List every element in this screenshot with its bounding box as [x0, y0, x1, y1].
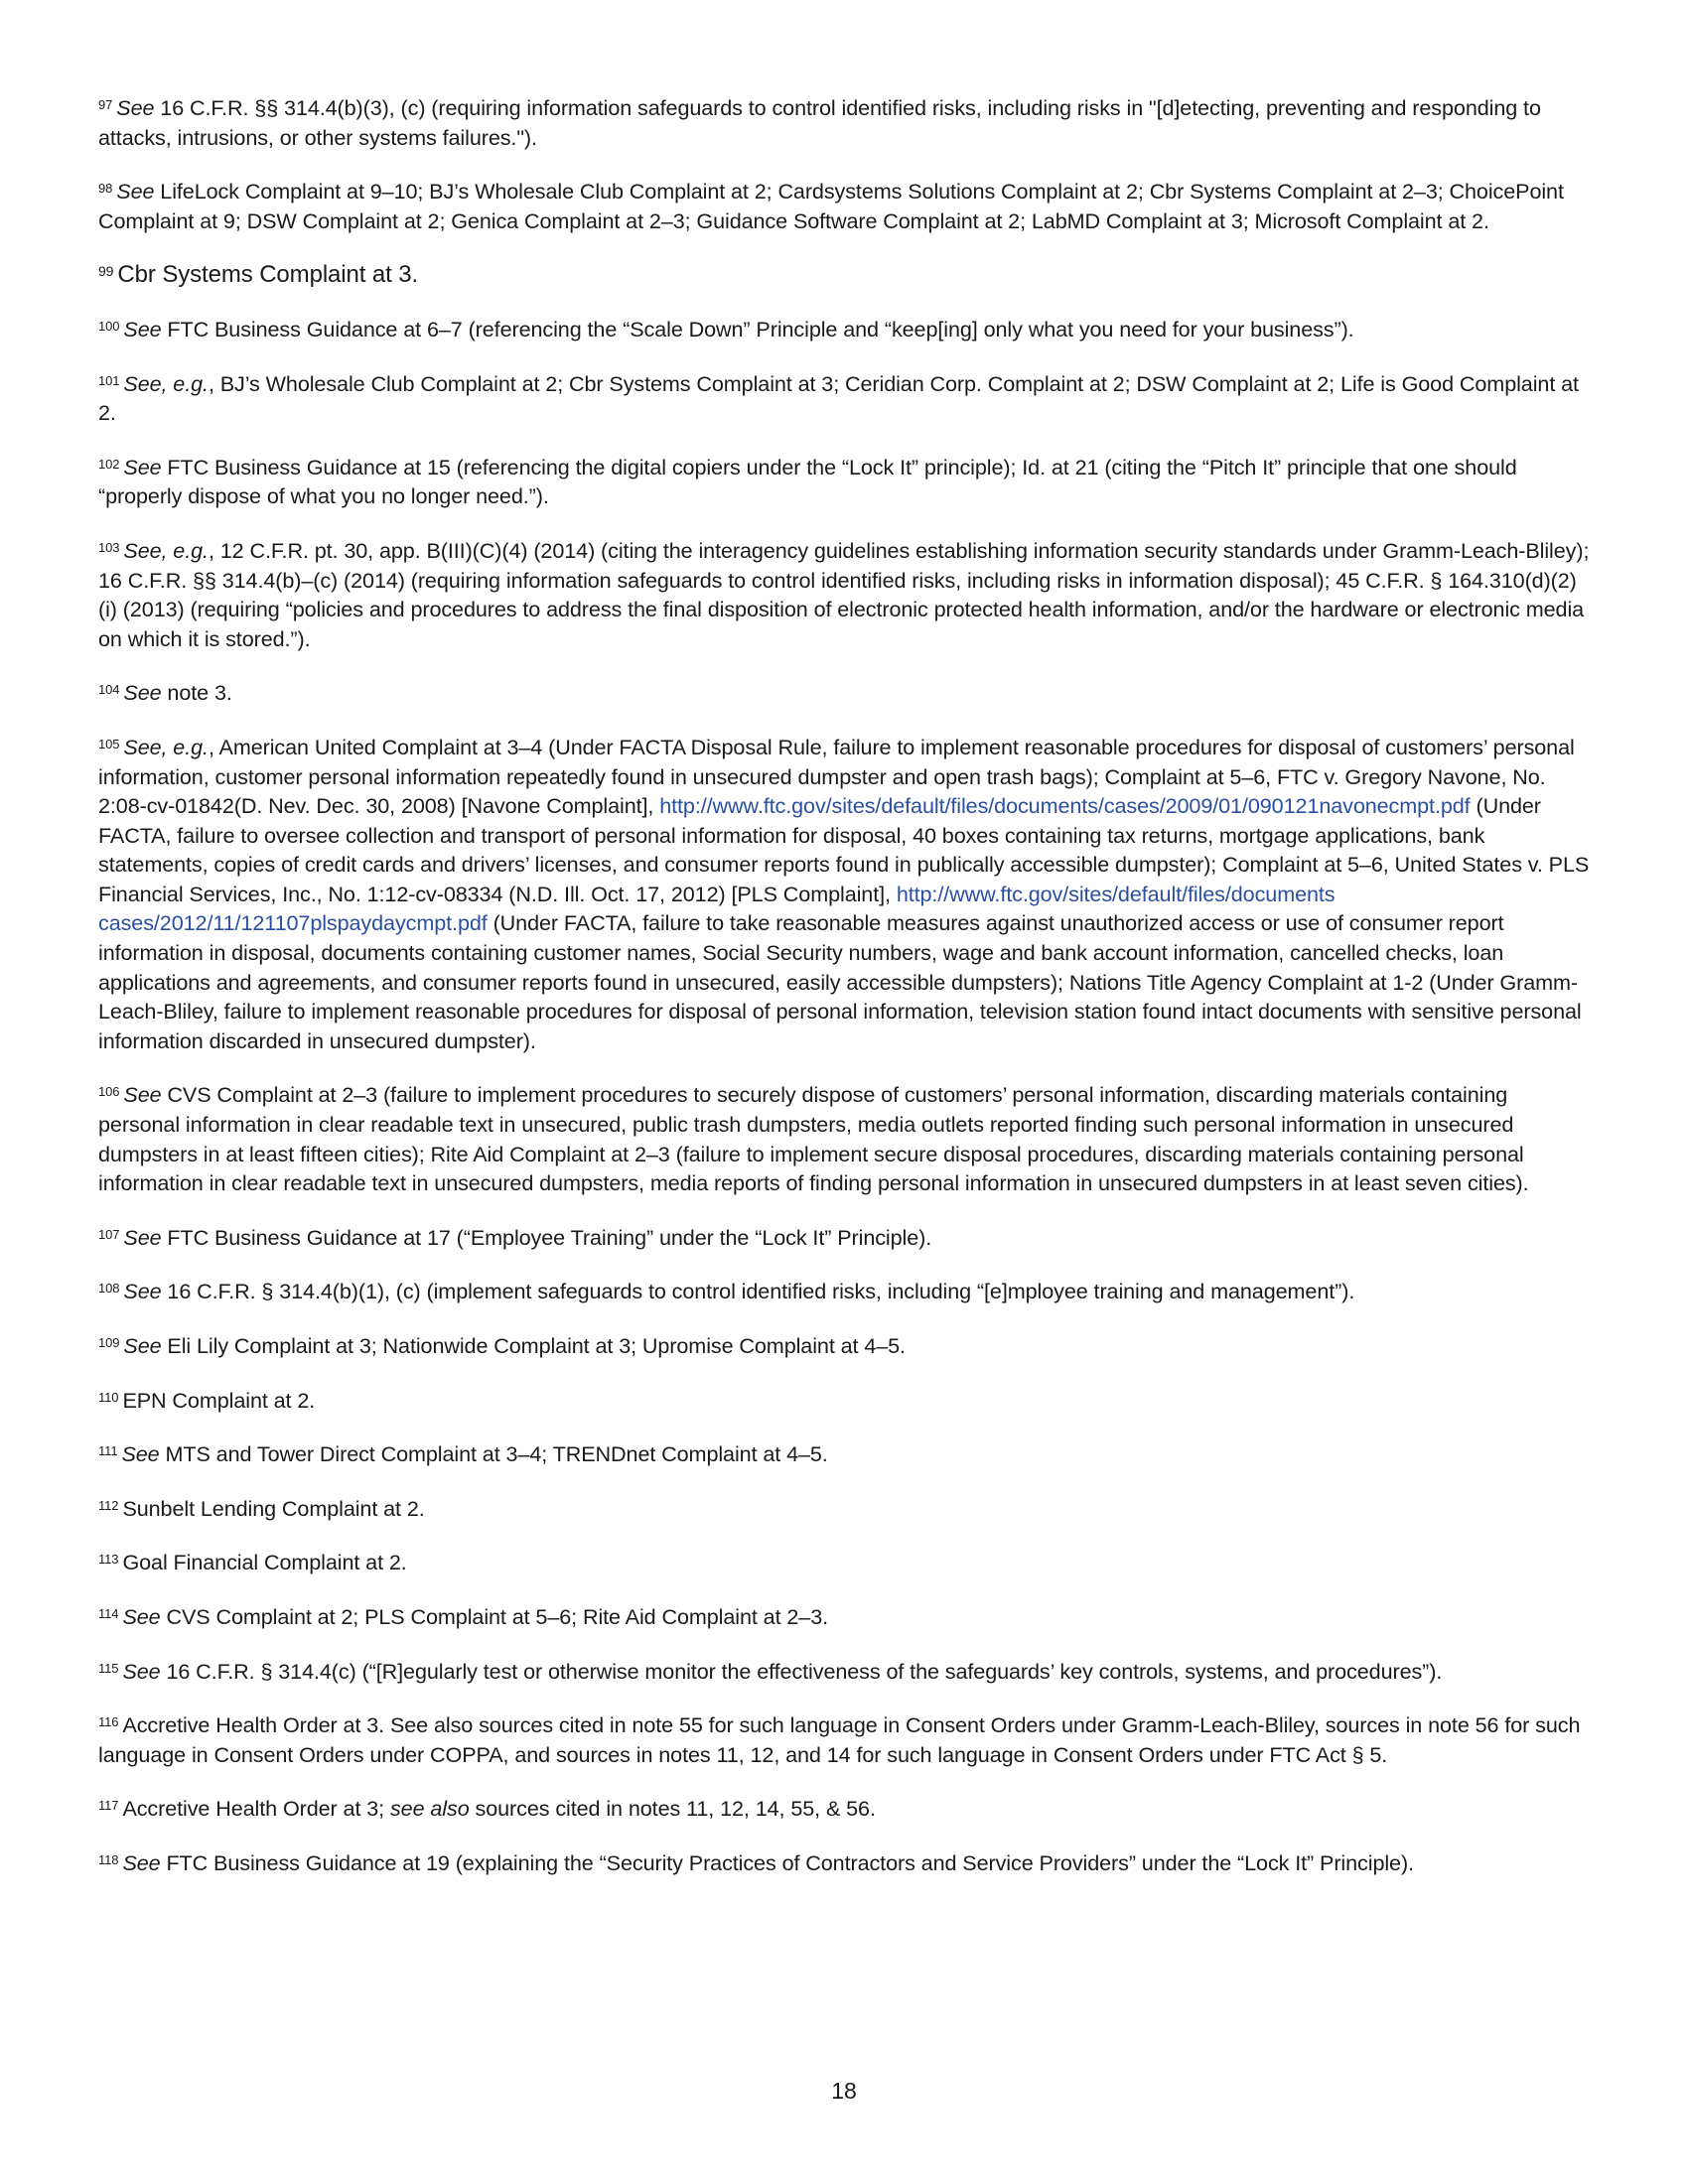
- footnote-108: [98, 1274, 1593, 1306]
- signal-text: See, e.g.: [123, 734, 209, 759]
- footnote-number: 115: [98, 1660, 119, 1676]
- footnote-number: 117: [98, 1798, 119, 1814]
- signal-text: See: [123, 680, 162, 706]
- footnote-97: [98, 90, 1593, 152]
- footnote-number: 116: [98, 1714, 119, 1730]
- footnote-112: [98, 1491, 1593, 1524]
- footnote-116: [98, 1707, 1593, 1769]
- footnote-107: [98, 1220, 1593, 1253]
- signal-text: See: [122, 1658, 161, 1684]
- footnote-110: [98, 1383, 1593, 1416]
- footnote-102: [98, 450, 1593, 511]
- footnote-113: [98, 1545, 1593, 1577]
- signal-text: See: [122, 1849, 161, 1875]
- footnote-text: FTC Business Guidance at 6–7 (referencing the “Scale Down” Principle and “keep[ing] only what you need for your business”).: [161, 316, 1354, 341]
- footnote-text: FTC Business Guidance at 15 (referencing the digital copiers under the “Lock It” principle); Id. at 21 (citing the “Pitch It” principle that one should “properly dispose of what you no longer need.”).: [98, 454, 1517, 509]
- footnote-text: , American United Complaint at 3–4 (Under FACTA Disposal Rule, failure to implement reasonable procedures for disposal of customers’ personal information, customer personal information repeatedly found in unsecured dumpster and open trash bags); Complaint at 5–6, FTC v. Gregory Navone, No. 2:08-cv-01842(D. Nev. Dec. 30, 2008) [Navone Complaint],: [98, 734, 1575, 819]
- footnote-text: Sunbelt Lending Complaint at 2.: [122, 1495, 425, 1521]
- footnote-text: sources cited in notes 11, 12, 14, 55, & 56.: [469, 1796, 876, 1822]
- footnote-101: [98, 366, 1593, 428]
- footnote-text: Eli Lily Complaint at 3; Nationwide Complaint at 3; Upromise Complaint at 4–5.: [161, 1333, 906, 1358]
- footnote-number: 102: [98, 456, 120, 472]
- footnote-number: 112: [98, 1497, 119, 1513]
- footnote-link[interactable]: http://www.ftc.gov/sites/default/files/documents/cases/2009/01/090121navonecmpt.pdf: [659, 793, 1471, 819]
- footnote-118: [98, 1845, 1593, 1878]
- signal-text: See: [123, 1279, 162, 1304]
- footnote-link[interactable]: http://www.ftc.gov/sites/default/files/documents cases/2012/11/121107plspaydaycmpt.pdf: [98, 881, 1336, 936]
- footnote-109: [98, 1328, 1593, 1361]
- footnote-115: [98, 1654, 1593, 1687]
- signal-text: See: [123, 316, 162, 341]
- footnote-text: Cbr Systems Complaint at 3.: [117, 261, 419, 289]
- footnote-number: 97: [98, 97, 113, 112]
- signal-text: See, e.g.: [123, 537, 209, 563]
- footnote-number: 101: [98, 372, 120, 388]
- footnote-text: CVS Complaint at 2; PLS Complaint at 5–6; Rite Aid Complaint at 2–3.: [160, 1603, 829, 1629]
- footnote-100: [98, 312, 1593, 344]
- footnote-98: [98, 174, 1593, 235]
- footnote-text: , BJ’s Wholesale Club Complaint at 2; Cbr Systems Complaint at 3; Ceridian Corp. Complaint at 2; DSW Complaint at 2; Life is Good Complaint at 2.: [98, 370, 1579, 426]
- footnote-number: 98: [98, 181, 113, 197]
- signal-text: See: [122, 1603, 161, 1629]
- signal-text: See: [123, 1082, 162, 1108]
- footnote-number: 114: [98, 1605, 119, 1621]
- footnote-text: CVS Complaint at 2–3 (failure to implement procedures to securely dispose of customers’ personal information, discarding materials containing personal information in clear readable text in unsecured, public trash dumpsters, media outlets reported finding such personal information in unsecured dumpsters in at least fifteen cities); Rite Aid Complaint at 2–3 (failure to implement secure disposal procedures, discarding materials containing personal information in clear readable text in unsecured dumpsters, media reports of finding personal information in unsecured dumpsters in at least seven cities).: [98, 1082, 1529, 1196]
- footnote-114: [98, 1599, 1593, 1632]
- footnote-text: note 3.: [161, 680, 232, 706]
- footnote-number: 118: [98, 1851, 119, 1867]
- footnote-text: 16 C.F.R. § 314.4(c) (“[R]egularly test or otherwise monitor the effectiveness of the safeguards’ key controls, systems, and procedures”).: [160, 1658, 1443, 1684]
- footnote-number: 108: [98, 1281, 120, 1297]
- footnote-103: [98, 533, 1593, 653]
- signal-text: See: [116, 95, 155, 120]
- footnote-number: 104: [98, 682, 120, 698]
- footnote-105: [98, 730, 1593, 1056]
- footnote-number: 113: [98, 1552, 119, 1568]
- footnote-number: 110: [98, 1389, 119, 1405]
- footnote-number: 105: [98, 736, 120, 751]
- footnote-99: [98, 257, 1593, 290]
- footnote-number: 106: [98, 1084, 120, 1100]
- footnote-104: [98, 675, 1593, 708]
- footnote-text: EPN Complaint at 2.: [122, 1387, 316, 1413]
- signal-text: See, e.g.: [123, 370, 209, 396]
- footnote-text: MTS and Tower Direct Complaint at 3–4; TRENDnet Complaint at 4–5.: [159, 1441, 828, 1467]
- footnote-text: LifeLock Complaint at 9–10; BJ’s Wholesale Club Complaint at 2; Cardsystems Solutions Complaint at 2; Cbr Systems Complaint at 2–3; ChoicePoint Complaint at 9; DSW Complaint at 2; Genica Complaint at 2–3; Guidance Software Complaint at 2; LabMD Complaint at 3; Microsoft Complaint at 2.: [98, 179, 1564, 233]
- signal-text: See: [116, 179, 155, 205]
- signal-text: See: [123, 1333, 162, 1358]
- signal-text: See: [123, 1224, 162, 1250]
- footnote-text: Goal Financial Complaint at 2.: [122, 1550, 407, 1575]
- footnote-number: 103: [98, 539, 120, 555]
- footnote-106: [98, 1077, 1593, 1197]
- footnote-text: 16 C.F.R. §§ 314.4(b)(3), (c) (requiring information safeguards to control identified risks, including risks in "[d]etecting, preventing and responding to attacks, intrusions, or other systems failures.").: [98, 95, 1541, 150]
- footnote-text: Accretive Health Order at 3;: [122, 1796, 390, 1822]
- signal-text: See: [123, 454, 162, 479]
- footnote-number: 111: [98, 1443, 118, 1459]
- footnote-text: (Under FACTA, failure to take reasonable measures against unauthorized access or use of consumer report information in disposal, documents containing customer names, Social Security numbers, wage and bank account information, cancelled checks, loan applications and agreements, and consumer reports found in unsecured, easily accessible dumpsters); Nations Title Agency Complaint at 1-2 (Under Gramm-Leach-Bliley, failure to implement reasonable procedures for disposal of personal information, television station found intact documents with sensitive personal information discarded in unsecured dumpster).: [98, 910, 1582, 1053]
- footnote-text: , 12 C.F.R. pt. 30, app. B(III)(C)(4) (2014) (citing the interagency guidelines establishing information security standards under Gramm-Leach-Bliley); 16 C.F.R. §§ 314.4(b)–(c) (2014) (requiring information safeguards to control identified risks, including risks in information disposal); 45 C.F.R. § 164.310(d)(2)(i) (2013) (requiring “policies and procedures to address the final disposition of electronic protected health information, and/or the hardware or electronic media on which it is stored.”).: [98, 537, 1590, 651]
- page-number: 18: [831, 2078, 857, 2104]
- signal-text: See: [121, 1441, 160, 1467]
- footnote-number: 100: [98, 318, 120, 334]
- footnote-117: [98, 1791, 1593, 1824]
- signal-text: see also: [389, 1796, 470, 1822]
- footnote-text: 16 C.F.R. § 314.4(b)(1), (c) (implement safeguards to control identified risks, including “[e]mployee training and management”).: [161, 1279, 1355, 1304]
- footnotes-list: [98, 90, 1593, 1900]
- footnote-text: FTC Business Guidance at 17 (“Employee Training” under the “Lock It” Principle).: [161, 1224, 932, 1250]
- footnote-number: 99: [98, 263, 114, 280]
- footnote-text: (Under FACTA, failure to oversee collection and transport of personal information for disposal, 40 boxes containing tax returns, mortgage applications, bank statements, copies of credit cards and drivers’ licenses, and consumer reports found in publically accessible dumpster); Complaint at 5–6, United States v. PLS Financial Services, Inc., No. 1:12-cv-08334 (N.D. Ill. Oct. 17, 2012) [PLS Complaint],: [98, 793, 1590, 906]
- footnote-number: 109: [98, 1335, 120, 1350]
- footnote-text: Accretive Health Order at 3. See also sources cited in note 55 for such language in Consent Orders under Gramm-Leach-Bliley, sources in note 56 for such language in Consent Orders under COPPA, and sources in notes 11, 12, and 14 for such language in Consent Orders under FTC Act § 5.: [98, 1712, 1581, 1767]
- footnote-text: FTC Business Guidance at 19 (explaining the “Security Practices of Contractors and Service Providers” under the “Lock It” Principle).: [160, 1849, 1414, 1875]
- footnote-number: 107: [98, 1226, 120, 1242]
- footnote-111: [98, 1436, 1593, 1469]
